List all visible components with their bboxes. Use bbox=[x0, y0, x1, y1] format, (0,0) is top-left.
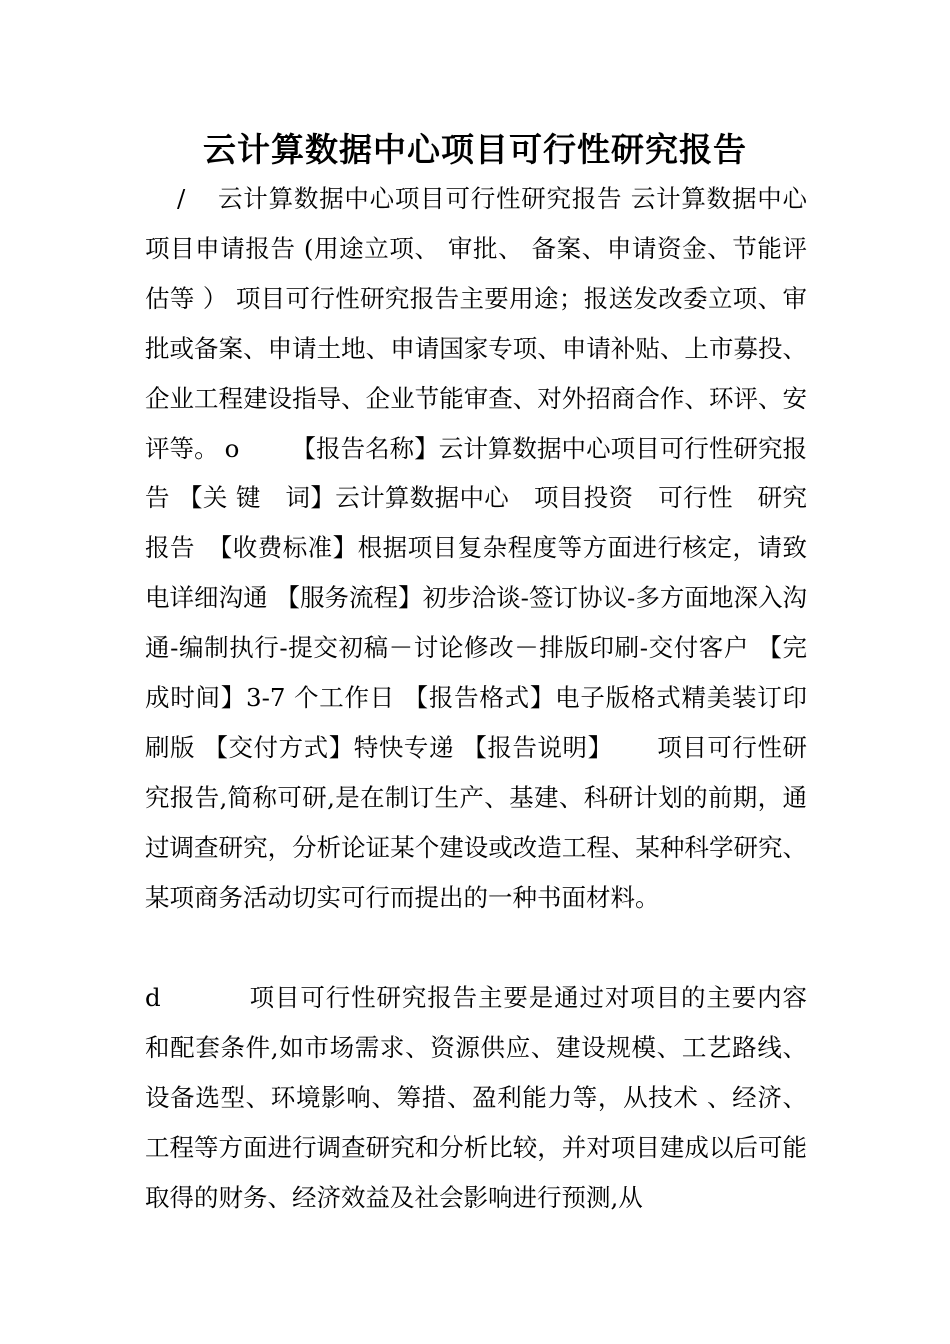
paragraph-intro-text-a: 云计算数据中心项目可行性研究报告 云计算数据中心项目申请报告 (用途立项、 审批、 备案、申请资金、节能评估等 ） 项目可行性研究报告主要用途；报送发改委立项、审批或备案、申请土地、申请国家专项、申请补贴、上市募投、企业工程建设指导、企业节能审查、对外招商合作、环评、安评等。 bbox=[145, 184, 807, 463]
stray-mark-d: d bbox=[145, 983, 161, 1012]
paragraph-purpose-text: 项目可行性研究报告主要是通过对项目的主要内容和配套条件,如市场需求、资源供应、建设规模、工艺路线、设备选型、环境影响、筹措、盈利能力等，从技术 、经济、工程等方面进行调查研究和分析比较，并对项目建成以后可能取得的财务、经济效益及社会影响进行预测,从 bbox=[145, 983, 807, 1212]
paragraph-intro bbox=[145, 174, 807, 923]
document-title: 云计算数据中心项目可行性研究报告 bbox=[203, 130, 747, 169]
paragraph-intro-text-b: 【报告名称】云计算数据中心项目可行性研究报告 【关 键 词】云计算数据中心 项目投资 可行性 研究报告 【收费标准】根据项目复杂程度等方面进行核定，请致电详细沟通 【服务流程】初步洽谈-签订协议-多方面地深入沟通-编制执行-提交初稿－讨论修改－排版印刷-交付客户 【完成时间】3-7 个工作日 【报告格式】电子版格式精美装订印刷版 【交付方式】特快专递 【报告说明】 bbox=[145, 433, 807, 762]
stray-mark-o: o bbox=[224, 433, 240, 463]
stray-mark-slash: / bbox=[177, 184, 186, 213]
paragraph-purpose bbox=[145, 973, 807, 1223]
paragraph-intro-text-c: 项目可行性研究报告,简称可研,是在制订生产、基建、科研计划的前期，通过调查研究，分析论证某个建设或改造工程、某种科学研究、某项商务活动切实可行而提出的一种书面材料。 bbox=[145, 732, 807, 912]
